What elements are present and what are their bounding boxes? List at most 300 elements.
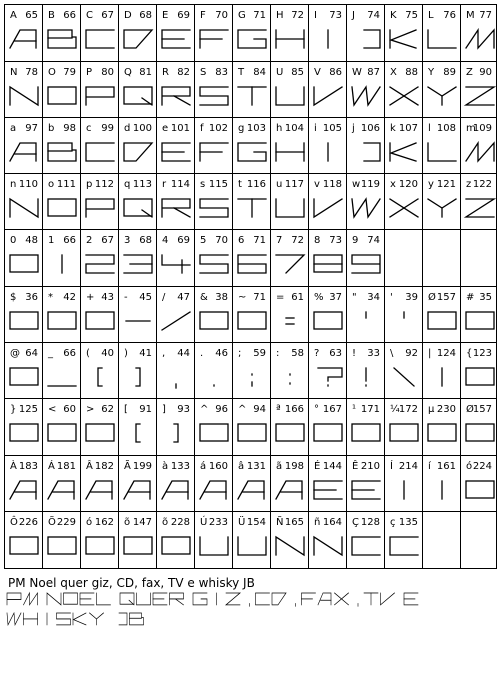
character-label: %	[314, 292, 324, 303]
character-code: 157	[436, 292, 456, 303]
glyph-cell	[346, 342, 384, 398]
glyph-preview	[160, 534, 193, 558]
glyph-cell	[156, 229, 194, 286]
glyph-preview	[312, 421, 345, 445]
glyph-cell	[156, 4, 194, 61]
glyph-cell	[118, 117, 156, 173]
character-label: O	[48, 67, 56, 78]
character-code: 80	[101, 67, 114, 78]
character-code: 109	[472, 123, 492, 134]
glyph-preview	[160, 84, 193, 108]
character-label: #	[466, 292, 475, 303]
sample-glyph	[302, 593, 316, 605]
glyph-preview	[274, 252, 307, 276]
character-code: 70	[215, 10, 228, 21]
character-label: h	[276, 123, 283, 134]
glyph-preview	[236, 309, 269, 333]
character-label: a	[10, 123, 17, 134]
sample-glyph	[7, 613, 21, 625]
character-code: 226	[18, 517, 38, 528]
character-label: í	[428, 461, 431, 472]
glyph-cell	[460, 455, 496, 511]
glyph-preview	[236, 421, 269, 445]
glyph-preview	[122, 309, 155, 333]
glyph-preview	[84, 196, 117, 220]
glyph-cell	[384, 61, 422, 117]
glyph-preview	[350, 365, 383, 389]
character-code: 131	[246, 461, 266, 472]
glyph-preview	[312, 140, 345, 164]
glyph-cell	[422, 398, 460, 455]
glyph-cell	[232, 173, 270, 229]
character-code: 37	[329, 292, 342, 303]
character-code: 115	[208, 179, 228, 190]
character-code: 224	[472, 461, 492, 472]
character-code: 122	[472, 179, 492, 190]
character-label: 6	[238, 235, 245, 246]
glyph-preview	[198, 140, 231, 164]
glyph-cell	[232, 286, 270, 342]
character-code: 71	[253, 292, 266, 303]
character-label: "	[352, 292, 357, 303]
character-label: H	[276, 10, 284, 21]
glyph-preview	[122, 478, 155, 502]
character-label: °	[314, 404, 319, 415]
glyph-preview	[198, 27, 231, 51]
glyph-preview	[464, 27, 497, 51]
character-label: ~	[238, 292, 247, 303]
sample-glyph	[47, 593, 61, 605]
character-label: Ú	[200, 517, 208, 528]
character-label: ó	[466, 461, 473, 472]
character-label: c	[86, 123, 92, 134]
character-code: 114	[170, 179, 190, 190]
glyph-cell	[42, 511, 80, 568]
glyph-cell	[384, 398, 422, 455]
glyph-cell	[80, 511, 118, 568]
glyph-cell	[460, 117, 496, 173]
character-label: j	[352, 123, 355, 134]
character-label: }	[10, 404, 17, 415]
character-label: i	[314, 123, 317, 134]
glyph-preview	[388, 478, 421, 502]
glyph-cell	[346, 455, 384, 511]
character-code: 183	[18, 461, 38, 472]
glyph-cell	[42, 117, 80, 173]
character-code: 67	[101, 235, 114, 246]
character-label: d	[124, 123, 131, 134]
character-label: õ	[124, 517, 131, 528]
glyph-preview	[464, 84, 497, 108]
character-code: 38	[215, 292, 228, 303]
glyph-preview	[426, 84, 459, 108]
glyph-preview	[236, 252, 269, 276]
glyph-cell	[346, 286, 384, 342]
glyph-preview	[388, 27, 421, 51]
character-code: 118	[322, 179, 342, 190]
glyph-cell	[460, 286, 496, 342]
character-label: Ã	[124, 461, 131, 472]
glyph-preview	[426, 140, 459, 164]
character-label: f	[200, 123, 204, 134]
glyph-cell	[384, 455, 422, 511]
glyph-preview	[312, 534, 345, 558]
glyph-cell	[232, 342, 270, 398]
character-label: ?	[314, 348, 320, 359]
character-label: +	[86, 292, 95, 303]
glyph-cell	[42, 455, 80, 511]
glyph-preview	[426, 365, 459, 389]
character-label: .	[200, 348, 204, 359]
character-code: 64	[25, 348, 38, 359]
glyph-cell	[308, 4, 346, 61]
character-label: Ü	[238, 517, 246, 528]
glyph-cell	[156, 455, 194, 511]
character-code: 135	[398, 517, 418, 528]
character-code: 107	[398, 123, 418, 134]
glyph-cell	[460, 398, 496, 455]
glyph-preview	[274, 534, 307, 558]
character-code: 79	[63, 67, 76, 78]
character-label: F	[200, 10, 206, 21]
character-label: W	[352, 67, 362, 78]
glyph-cell	[346, 61, 384, 117]
glyph-cell	[346, 229, 384, 286]
glyph-preview	[122, 365, 155, 389]
character-code: 167	[322, 404, 342, 415]
glyph-cell	[156, 117, 194, 173]
character-code: 103	[246, 123, 266, 134]
character-label: R	[162, 67, 169, 78]
glyph-preview	[350, 421, 383, 445]
character-code: 96	[215, 404, 228, 415]
glyph-preview	[8, 365, 41, 389]
sample-glyph	[364, 593, 378, 605]
glyph-preview	[46, 84, 79, 108]
character-code: 70	[215, 235, 228, 246]
character-code: 34	[367, 292, 380, 303]
glyph-preview	[122, 27, 155, 51]
character-code: 71	[253, 10, 266, 21]
sample-glyph	[97, 593, 111, 605]
glyph-preview	[312, 309, 345, 333]
glyph-preview	[350, 252, 383, 276]
glyph-cell	[42, 61, 80, 117]
character-code: 181	[56, 461, 76, 472]
sample-rendered-line-2	[6, 611, 149, 627]
character-label: T	[238, 67, 245, 78]
glyph-cell	[460, 342, 496, 398]
grid-hline	[4, 568, 497, 569]
glyph-cell	[4, 173, 42, 229]
glyph-cell	[460, 173, 496, 229]
character-label: Ô	[10, 517, 18, 528]
character-code: 74	[367, 10, 380, 21]
character-label: 5	[200, 235, 207, 246]
character-code: 121	[436, 179, 456, 190]
sample-glyph	[7, 593, 21, 605]
glyph-cell	[422, 117, 460, 173]
glyph-preview	[198, 196, 231, 220]
glyph-preview	[84, 309, 117, 333]
glyph-cell	[270, 61, 308, 117]
character-label: ñ	[314, 517, 321, 528]
character-label: !	[352, 348, 357, 359]
character-code: 72	[291, 10, 304, 21]
glyph-preview	[350, 140, 383, 164]
empty-cell	[460, 511, 496, 568]
character-code: 65	[25, 10, 38, 21]
glyph-preview	[84, 140, 117, 164]
glyph-preview	[160, 365, 193, 389]
glyph-cell	[118, 61, 156, 117]
character-label: *	[48, 292, 53, 303]
character-code: 42	[63, 292, 76, 303]
character-label: x	[390, 179, 396, 190]
character-code: 41	[139, 348, 152, 359]
character-code: 144	[322, 461, 342, 472]
character-code: 229	[56, 517, 76, 528]
character-code: 124	[436, 348, 456, 359]
character-label: '	[390, 292, 393, 303]
character-label: Q	[124, 67, 132, 78]
glyph-cell	[308, 61, 346, 117]
glyph-preview	[160, 140, 193, 164]
glyph-cell	[384, 286, 422, 342]
character-code: 157	[472, 404, 492, 415]
glyph-preview	[160, 309, 193, 333]
sample-glyph	[137, 593, 151, 605]
character-code: 63	[329, 348, 342, 359]
glyph-preview	[122, 421, 155, 445]
character-label: Ç	[352, 517, 359, 528]
character-label: C	[86, 10, 93, 21]
character-code: 93	[177, 404, 190, 415]
character-code: 78	[25, 67, 38, 78]
character-code: 61	[291, 292, 304, 303]
character-code: 119	[360, 179, 380, 190]
glyph-preview	[160, 27, 193, 51]
sample-glyph	[120, 593, 134, 605]
glyph-preview	[350, 27, 383, 51]
character-label: ç	[390, 517, 396, 528]
sample-glyph	[318, 593, 331, 605]
glyph-preview	[236, 365, 269, 389]
glyph-preview	[160, 421, 193, 445]
character-label: 2	[86, 235, 93, 246]
glyph-preview	[236, 196, 269, 220]
character-label: U	[276, 67, 284, 78]
glyph-preview	[312, 365, 345, 389]
character-code: 60	[63, 404, 76, 415]
glyph-preview	[198, 84, 231, 108]
character-label: -	[124, 292, 128, 303]
glyph-preview	[236, 84, 269, 108]
glyph-cell	[308, 286, 346, 342]
glyph-cell	[346, 398, 384, 455]
character-label: à	[162, 461, 169, 472]
character-code: 58	[291, 348, 304, 359]
glyph-cell	[232, 511, 270, 568]
character-label: D	[124, 10, 132, 21]
glyph-preview	[312, 196, 345, 220]
glyph-cell	[232, 61, 270, 117]
glyph-cell	[42, 398, 80, 455]
character-label: l	[428, 123, 431, 134]
empty-cell	[422, 229, 460, 286]
glyph-cell	[80, 286, 118, 342]
glyph-cell	[194, 173, 232, 229]
character-label: Í	[390, 461, 393, 472]
glyph-cell	[156, 61, 194, 117]
sample-glyph	[335, 593, 349, 605]
glyph-preview	[350, 84, 383, 108]
character-code: 74	[367, 235, 380, 246]
glyph-cell	[270, 229, 308, 286]
character-code: 44	[177, 348, 190, 359]
character-label: E	[162, 10, 169, 21]
glyph-preview	[122, 140, 155, 164]
glyph-cell	[42, 342, 80, 398]
glyph-preview	[84, 478, 117, 502]
sample-glyph	[24, 613, 38, 625]
character-code: 82	[177, 67, 190, 78]
glyph-cell	[118, 455, 156, 511]
glyph-cell	[156, 398, 194, 455]
glyph-preview	[350, 196, 383, 220]
glyph-cell	[384, 4, 422, 61]
character-label: ,	[162, 348, 166, 359]
character-code: 66	[63, 235, 76, 246]
glyph-preview	[274, 309, 307, 333]
character-label: r	[162, 179, 167, 190]
glyph-preview	[84, 534, 117, 558]
character-label: â	[238, 461, 245, 472]
character-label: g	[238, 123, 245, 134]
glyph-cell	[194, 61, 232, 117]
glyph-preview	[388, 365, 421, 389]
character-code: 108	[436, 123, 456, 134]
glyph-preview	[46, 252, 79, 276]
glyph-cell	[118, 511, 156, 568]
glyph-preview	[388, 140, 421, 164]
glyph-preview	[426, 196, 459, 220]
glyph-cell	[118, 286, 156, 342]
glyph-preview	[274, 84, 307, 108]
character-label: S	[200, 67, 207, 78]
glyph-cell	[308, 173, 346, 229]
sample-glyph	[57, 613, 71, 625]
glyph-cell	[80, 4, 118, 61]
glyph-preview	[8, 140, 41, 164]
glyph-preview	[388, 196, 421, 220]
character-code: 69	[177, 10, 190, 21]
glyph-cell	[42, 286, 80, 342]
character-code: 87	[367, 67, 380, 78]
glyph-cell	[80, 173, 118, 229]
glyph-cell	[308, 229, 346, 286]
character-label: Z	[466, 67, 473, 78]
glyph-cell	[270, 455, 308, 511]
glyph-cell	[194, 511, 232, 568]
glyph-preview	[122, 84, 155, 108]
glyph-cell	[270, 117, 308, 173]
glyph-preview	[46, 478, 79, 502]
sample-glyph	[80, 593, 94, 605]
glyph-cell	[232, 4, 270, 61]
sample-glyph	[73, 613, 86, 625]
character-label: 1	[48, 235, 55, 246]
glyph-cell	[80, 398, 118, 455]
character-label: Ñ	[276, 517, 284, 528]
character-code: 182	[94, 461, 114, 472]
character-label: b	[48, 123, 55, 134]
glyph-cell	[156, 286, 194, 342]
character-label: X	[390, 67, 397, 78]
glyph-cell	[156, 342, 194, 398]
character-label: m	[466, 123, 476, 134]
character-code: 84	[253, 67, 266, 78]
character-label: p	[86, 179, 93, 190]
character-code: 89	[443, 67, 456, 78]
glyph-preview	[122, 196, 155, 220]
character-label: {	[466, 348, 473, 359]
character-code: 83	[215, 67, 228, 78]
glyph-cell	[4, 511, 42, 568]
character-code: 77	[479, 10, 492, 21]
glyph-preview	[236, 140, 269, 164]
sample-glyph	[381, 593, 395, 605]
character-label: ª	[276, 404, 281, 415]
sample-glyph	[272, 593, 286, 605]
glyph-preview	[198, 252, 231, 276]
character-code: 47	[177, 292, 190, 303]
character-code: 69	[177, 235, 190, 246]
character-label: 0	[10, 235, 17, 246]
glyph-preview	[46, 421, 79, 445]
glyph-cell	[346, 511, 384, 568]
glyph-preview	[122, 534, 155, 558]
empty-cell	[422, 511, 460, 568]
character-label: o	[48, 179, 55, 190]
glyph-preview	[426, 478, 459, 502]
character-label: 4	[162, 235, 169, 246]
glyph-cell	[270, 398, 308, 455]
glyph-cell	[194, 342, 232, 398]
character-code: 67	[101, 10, 114, 21]
character-code: 73	[329, 10, 342, 21]
character-code: 116	[246, 179, 266, 190]
character-code: 68	[139, 235, 152, 246]
character-code: 68	[139, 10, 152, 21]
glyph-preview	[46, 140, 79, 164]
character-label: w	[352, 179, 361, 190]
character-code: 66	[63, 10, 76, 21]
character-code: 40	[101, 348, 114, 359]
glyph-preview	[46, 534, 79, 558]
glyph-cell	[422, 286, 460, 342]
glyph-cell	[346, 4, 384, 61]
glyph-preview	[388, 421, 421, 445]
glyph-preview	[426, 309, 459, 333]
glyph-cell	[156, 173, 194, 229]
character-label: e	[162, 123, 169, 134]
glyph-preview	[84, 27, 117, 51]
glyph-cell	[384, 342, 422, 398]
sample-sentence-text: PM Noel quer giz, CD, fax, TV e whisky JB	[8, 576, 255, 590]
character-label: J	[352, 10, 355, 21]
character-label: v	[314, 179, 320, 190]
